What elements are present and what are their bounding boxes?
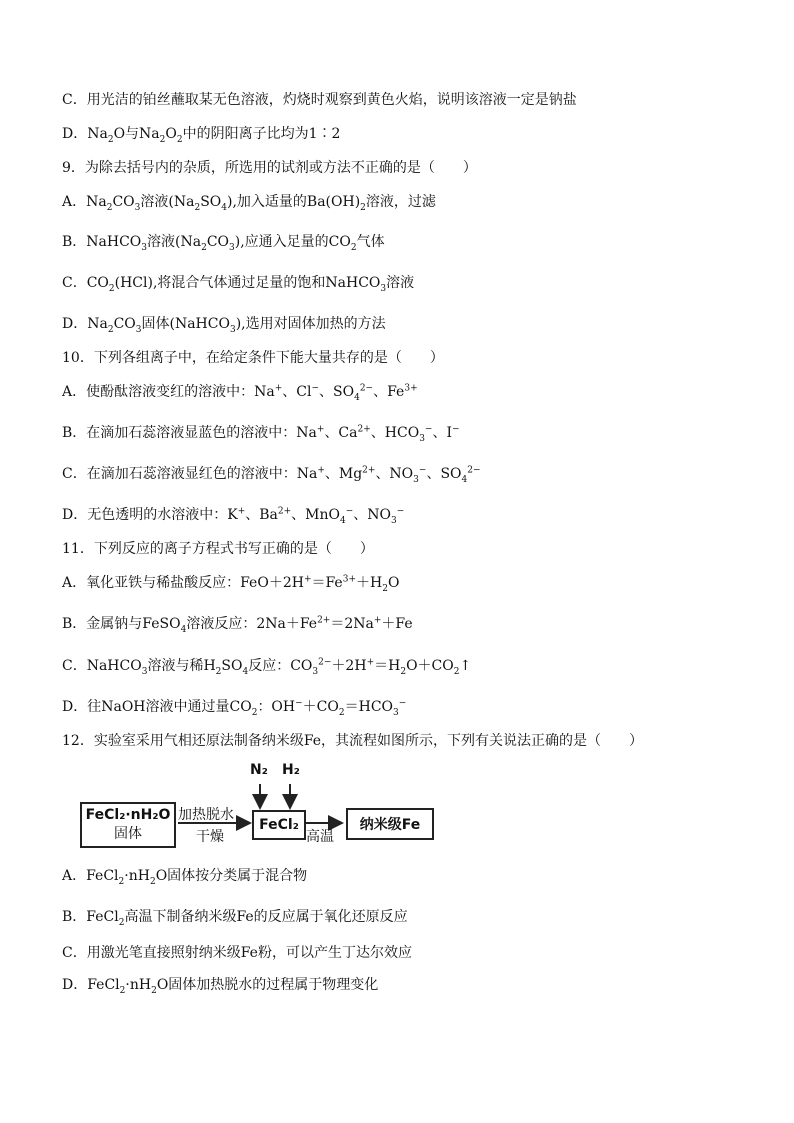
option-11a: A．氧化亚铁与稀盐酸反应：$FeO+2H^+=Fe^{3+}+H_2O$ — [62, 574, 400, 594]
option-9b: B．NaHCO$_3$溶液$(Na_2CO_3)$,应通入足量的$CO_2$气体 — [62, 234, 385, 253]
option-10c: C．在滴加石蕊溶液显红色的溶液中：Na+、$Mg^{2+}$、$NO_3^-$、$SO_4^{2-}$ — [62, 465, 481, 485]
option-10b: B．在滴加石蕊溶液显蓝色的溶液中：Na+、$Ca^{2+}$、$HCO_3^-$、I− — [62, 424, 460, 444]
option-10d: D．无色透明的水溶液中：K+、$Ba^{2+}$、MnO$_4$−、$NO_3^-$ — [62, 506, 405, 526]
option-12d: D．$FeCl_2\cdot nH_2O$固体加热脱水的过程属于物理变化 — [62, 977, 379, 996]
option-10a: A．使酚酞溶液变红的溶液中：Na+、Cl−、$SO_4^{2-}$、$Fe^{3+}$ — [62, 383, 418, 403]
gas-h2: H₂ — [282, 762, 300, 778]
option-8d: D．$Na_2O$与$Na_2O_2$中的阴阳离子比均为1∶2 — [62, 126, 341, 145]
option-12a: A．$FeCl_2\cdot nH_2O$固体按分类属于混合物 — [62, 868, 308, 887]
question-10: 10．下列各组离子中，在给定条件下能大量共存的是（ ） — [62, 350, 444, 366]
process-flow-diagram — [78, 762, 438, 852]
option-11c: C．NaHCO$_3$溶液与稀$H_2SO_4$反应：$CO_3^{2-}+2H^+=H_2O+CO_2↑$ — [62, 657, 472, 677]
gas-n2: N₂ — [250, 762, 268, 778]
option-12c: C．用激光笔直接照射纳米级Fe粉，可以产生丁达尔效应 — [62, 945, 412, 961]
step-dehydrate-bottom: 干燥 — [196, 829, 224, 845]
question-11: 11．下列反应的离子方程式书写正确的是（ ） — [62, 541, 374, 557]
option-11b: B．金属钠与FeSO$_4$溶液反应：$2Na+Fe^{2+}=2Na^++Fe$ — [62, 615, 413, 635]
question-12: 12．实验室采用气相还原法制备纳米级Fe，其流程如图所示，下列有关说法正确的是（ ） — [62, 733, 644, 749]
option-12b: B．FeCl$_2$高温下制备纳米级Fe的反应属于氧化还原反应 — [62, 909, 408, 928]
step-dehydrate-top: 加热脱水 — [178, 807, 234, 823]
box-nano-fe: 纳米级Fe — [346, 808, 434, 840]
option-9c: C．$CO_2(HCl)$,将混合气体通过足量的饱和NaHCO$_3$溶液 — [62, 275, 415, 294]
box-fecl2: FeCl₂ — [252, 810, 306, 840]
box1-formula: FeCl₂·nH₂O — [85, 807, 171, 823]
question-9: 9．为除去括号内的杂质，所选用的试剂或方法不正确的是（ ） — [62, 160, 477, 176]
option-11d: D．往NaOH溶液中通过量$CO_2$：$OH^-+CO_2=HCO_3^-$ — [62, 698, 407, 718]
option-9a: A．$Na_2CO_3$溶液$(Na_2SO_4)$,加入适量的$Ba(OH)_2$溶液，过滤 — [62, 194, 436, 213]
box-fecl2-hydrate — [80, 802, 176, 848]
box1-label: 固体 — [114, 826, 142, 842]
option-9d: D．$Na_2CO_3$固体(NaHCO$_3$),选用对固体加热的方法 — [62, 316, 386, 335]
option-8c: C．用光洁的铂丝蘸取某无色溶液，灼烧时观察到黄色火焰，说明该溶液一定是钠盐 — [62, 92, 577, 108]
step-high-temp: 高温 — [306, 829, 334, 845]
